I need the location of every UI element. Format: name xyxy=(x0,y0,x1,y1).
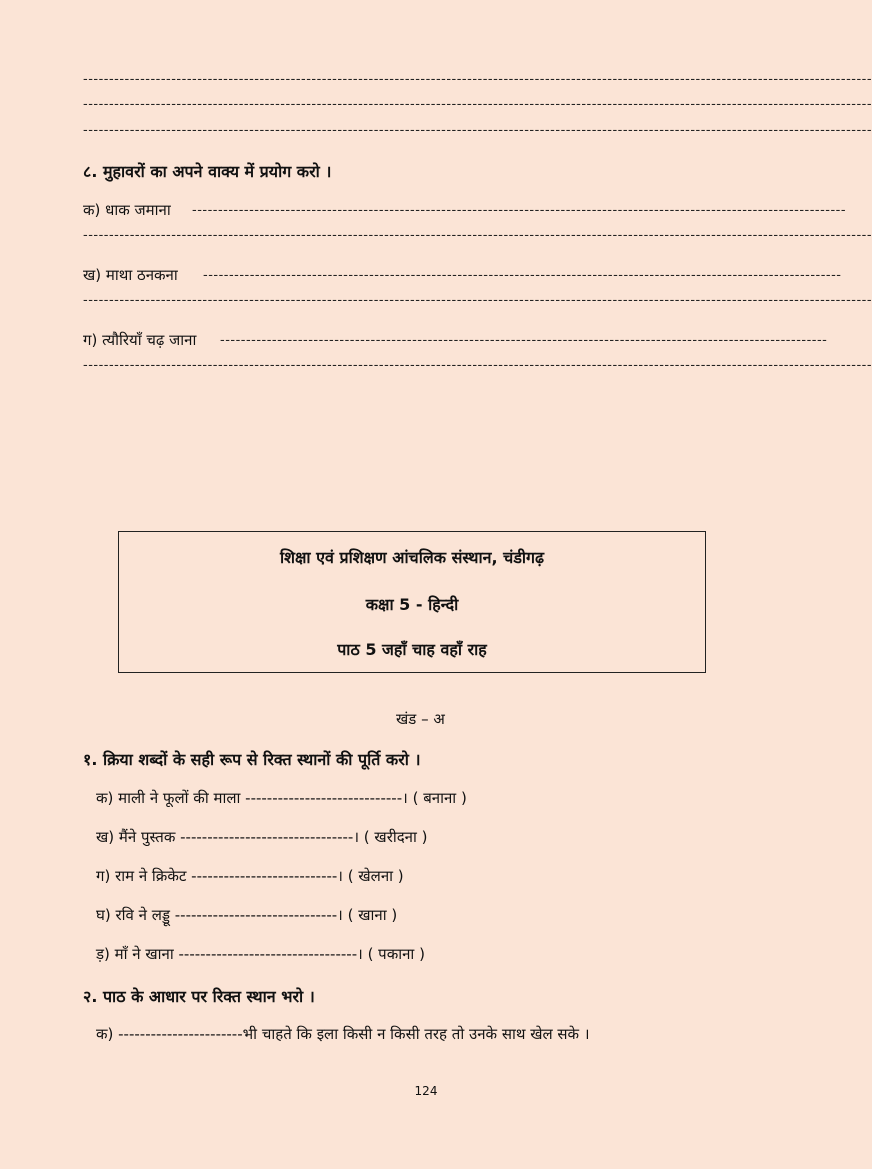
fill-item: क) माली ने फूलों की माला -----------------------------। ( बनाना ) xyxy=(96,789,467,807)
idiom-label: क) धाक जमाना xyxy=(83,201,171,219)
class-subject: कक्षा 5 - हिन्दी xyxy=(365,595,459,614)
fill-item: क) -----------------------भी चाहते कि इला किसी न किसी तरह तो उनके साथ खेल सके । xyxy=(96,1025,590,1043)
header-box xyxy=(118,531,706,673)
answer-line: --------------------------------------------------------------------------------------------------------------------- xyxy=(220,333,828,348)
question-8-heading: ८. मुहावरों का अपने वाक्य में प्रयोग करो । xyxy=(83,162,332,181)
question-2-heading: २. पाठ के आधार पर रिक्त स्थान भरो । xyxy=(83,987,315,1006)
section-label: खंड – अ xyxy=(396,710,445,728)
answer-line: -------------------------------------------------------------------------------------------------------------------------------------------------------- xyxy=(83,123,872,138)
answer-line: -------------------------------------------------------------------------------------------------------------------------------------------------------- xyxy=(83,358,872,373)
lesson-title: पाठ 5 जहाँ चाह वहाँ राह xyxy=(337,640,487,659)
fill-item: घ) रवि ने लड्डू ------------------------------। ( खाना ) xyxy=(96,906,398,924)
fill-item: ग) राम ने क्रिकेट ---------------------------। ( खेलना ) xyxy=(96,867,404,885)
idiom-label: ग) त्यौरियाँ चढ़ जाना xyxy=(83,331,197,349)
page-number: 124 xyxy=(414,1084,438,1098)
idiom-label: ख) माथा ठनकना xyxy=(83,266,178,284)
answer-line: -------------------------------------------------------------------------------------------------------------------------------------------------------- xyxy=(83,228,872,243)
fill-item: ख) मैंने पुस्तक --------------------------------। ( खरीदना ) xyxy=(96,828,428,846)
answer-line: --------------------------------------------------------------------------------------------------------------------------- xyxy=(203,268,842,283)
answer-line: -------------------------------------------------------------------------------------------------------------------------------------------------------- xyxy=(83,97,872,112)
answer-line: -------------------------------------------------------------------------------------------------------------------------------------------------------- xyxy=(83,293,872,308)
institute-name: शिक्षा एवं प्रशिक्षण आंचलिक संस्थान, चंडीगढ़ xyxy=(279,548,545,567)
answer-line: -------------------------------------------------------------------------------------------------------------------------------------------------------- xyxy=(83,72,872,87)
fill-item: ड़) माँ ने खाना ---------------------------------। ( पकाना ) xyxy=(96,945,425,963)
question-1-heading: १. क्रिया शब्दों के सही रूप से रिक्त स्थानों की पूर्ति करो । xyxy=(83,750,421,769)
answer-line: ------------------------------------------------------------------------------------------------------------------------------ xyxy=(192,203,847,218)
